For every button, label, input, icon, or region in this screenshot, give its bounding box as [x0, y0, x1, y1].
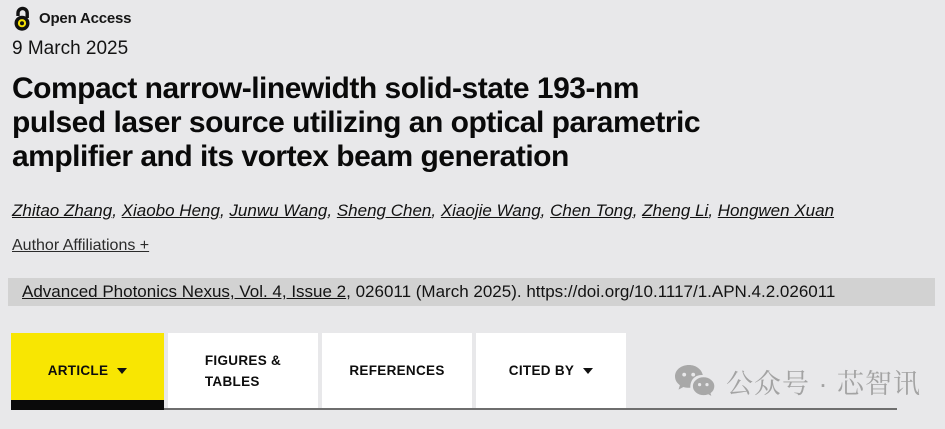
- open-access-lock-icon: [12, 5, 32, 31]
- author-separator: ,: [219, 201, 230, 220]
- author-list: [12, 201, 834, 221]
- author-link[interactable]: Xiaojie Wang: [440, 201, 541, 220]
- author-link[interactable]: Chen Tong: [550, 201, 633, 220]
- tab-cited-by[interactable]: [476, 333, 626, 408]
- citation-bar: [8, 278, 935, 306]
- citation-text: , 026011 (March 2025).: [346, 282, 527, 301]
- tab-figures-tables[interactable]: [168, 333, 318, 408]
- author-link[interactable]: Zheng Li: [642, 201, 709, 220]
- open-access-label: Open Access: [39, 9, 132, 27]
- author-separator: ,: [112, 201, 122, 220]
- title-line-3: amplifier and its vortex beam generation: [12, 140, 569, 173]
- wechat-icon: [674, 364, 716, 400]
- author-separator: ,: [708, 201, 718, 220]
- page-title: [12, 72, 937, 174]
- publication-date: 9 March 2025: [12, 38, 129, 59]
- author-separator: ,: [431, 201, 441, 220]
- journal-issue-link[interactable]: Advanced Photonics Nexus, Vol. 4, Issue 2: [22, 282, 347, 301]
- author-link[interactable]: Junwu Wang: [229, 201, 328, 220]
- author-separator: ,: [632, 201, 643, 220]
- tab-label: ARTICLE: [47, 363, 109, 378]
- tab-label: REFERENCES: [349, 363, 445, 378]
- author-link[interactable]: Xiaobo Heng: [121, 201, 220, 220]
- author-separator: ,: [327, 201, 337, 220]
- author-affiliations-link[interactable]: Author Affiliations +: [12, 237, 150, 254]
- doi-text: https://doi.org/10.1117/1.APN.4.2.026011: [526, 282, 836, 301]
- chevron-down-icon: [117, 368, 127, 374]
- tab-label: CITED BY: [508, 363, 575, 378]
- author-separator: ,: [540, 201, 551, 220]
- title-line-1: Compact narrow-linewidth solid-state 193-nm: [12, 72, 639, 105]
- title-line-2: pulsed laser source utilizing an optical parametric: [12, 106, 701, 139]
- chevron-down-icon: [583, 368, 593, 374]
- watermark-text: 公众号 · 芯智讯: [726, 369, 921, 399]
- tab-references[interactable]: [322, 333, 472, 408]
- author-link[interactable]: Zhitao Zhang: [12, 201, 113, 220]
- tab-label: FIGURES & TABLES: [204, 352, 282, 389]
- author-link[interactable]: Sheng Chen: [336, 201, 432, 220]
- author-link[interactable]: Hongwen Xuan: [717, 201, 835, 220]
- tab-bar: [11, 333, 626, 408]
- watermark: [674, 362, 921, 401]
- tab-article[interactable]: [11, 333, 164, 408]
- open-access-badge: [12, 5, 131, 31]
